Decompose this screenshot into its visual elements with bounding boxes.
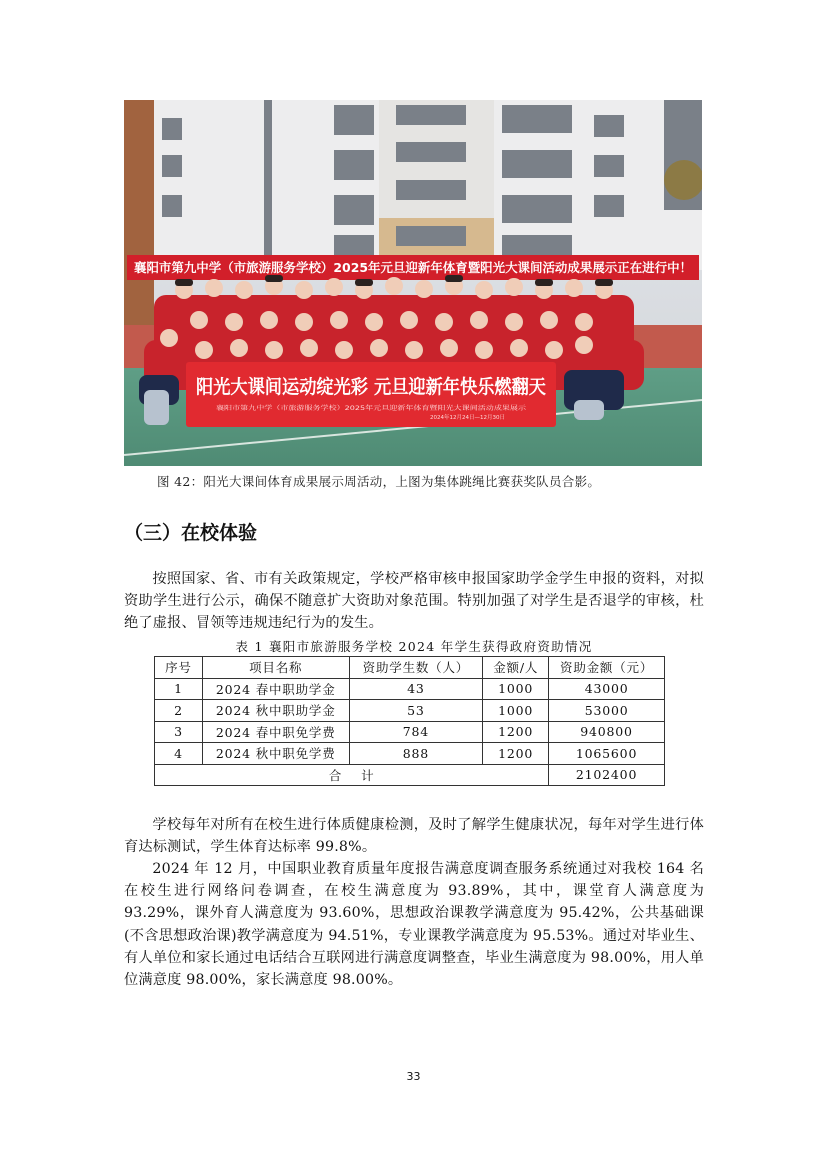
cell-total-amount: 1065600: [549, 743, 665, 765]
group-photo-scene: [124, 100, 702, 466]
banner-front: [186, 362, 583, 427]
table-header-row: [155, 657, 665, 679]
cell-amount-per-person: 1000: [483, 700, 549, 722]
cell-total-amount: 43000: [549, 678, 665, 700]
cell-student-count: 784: [349, 721, 483, 743]
cell-index: 4: [155, 743, 203, 765]
svg-text:襄阳市第九中学（市旅游服务学校）2025年元旦迎新年体育暨阳: 襄阳市第九中学（市旅游服务学校）2025年元旦迎新年体育暨阳光大课间活动成果展示正在进行中！: [134, 260, 692, 275]
cell-total-amount: 940800: [549, 721, 665, 743]
cell-item-name: 2024 秋中职助学金: [202, 700, 349, 722]
cell-item-name: 2024 秋中职免学费: [202, 743, 349, 765]
total-value: 2102400: [549, 764, 665, 786]
svg-text:2024年12月24日—12月30日: 2024年12月24日—12月30日: [430, 415, 505, 421]
header-amount-per-person: 金额/人: [483, 657, 549, 679]
table-total-row: [155, 764, 665, 786]
header-item-name: 项目名称: [202, 657, 349, 679]
funding-table: [154, 656, 665, 786]
cell-index: 2: [155, 700, 203, 722]
page-number: 33: [406, 1070, 421, 1083]
header-total-amount: 资助金额（元）: [549, 657, 665, 679]
paragraph-health-test: 学校每年对所有在校生进行体质健康检测，及时了解学生健康状况，每年对学生进行体育达标测试，学生体育达标率 99.8%。: [124, 817, 704, 856]
cell-item-name: 2024 春中职助学金: [202, 678, 349, 700]
cell-item-name: 2024 春中职免学费: [202, 721, 349, 743]
table-row: [155, 700, 665, 722]
cell-total-amount: 53000: [549, 700, 665, 722]
cell-amount-per-person: 1200: [483, 743, 549, 765]
table-row: [155, 721, 665, 743]
cell-student-count: 53: [349, 700, 483, 722]
header-index: 序号: [155, 657, 203, 679]
paragraph-funding-review: 按照国家、省、市有关政策规定，学校严格审核申报国家助学金学生申报的资料，对拟资助学生进行公示，确保不随意扩大资助对象范围。特别加强了对学生是否退学的审核，杜绝了虚报、冒领等违规违纪行为的发生。: [124, 571, 704, 632]
cell-student-count: 888: [349, 743, 483, 765]
group-photo: [124, 100, 702, 466]
banner-top: [127, 255, 699, 280]
photo-caption: 图 42：阳光大课间体育成果展示周活动，上图为集体跳绳比赛获奖队员合影。: [157, 474, 601, 489]
table-row: [155, 678, 665, 700]
header-student-count: 资助学生数（人）: [349, 657, 483, 679]
svg-text:阳光大课间运动绽光彩 元旦迎新年快乐燃翻天: 阳光大课间运动绽光彩 元旦迎新年快乐燃翻天: [196, 376, 583, 398]
cell-student-count: 43: [349, 678, 483, 700]
cell-index: 1: [155, 678, 203, 700]
cell-index: 3: [155, 721, 203, 743]
table-row: [155, 743, 665, 765]
table-title: 表 1 襄阳市旅游服务学校 2024 年学生获得政府资助情况: [235, 639, 593, 654]
paragraph-satisfaction-survey: 2024 年 12 月，中国职业教育质量年度报告满意度调查服务系统通过对我校 164 名在校生进行网络问卷调查，在校生满意度为 93.89%，其中，课堂育人满意度为 93.29%，课外育人满意度为 93.60%，思想政治课教学满意度为 95.42%，公共基础课(不含思想政治课)教学满意度为 94.51%，专业课教学满意度为 95.53%。通过对毕业生、有人单位和家长通过电话结合互联网进行满意度调整查，毕业生满意度为 98.00%，用人单位满意度 98.00%，家长满意度 98.00%。: [124, 861, 704, 989]
section-title: （三）在校体验: [124, 522, 258, 544]
total-label: 合 计: [155, 764, 549, 786]
cell-amount-per-person: 1000: [483, 678, 549, 700]
svg-text:襄阳市第九中学（市旅游服务学校）2025年元旦迎新年体育暨阳: 襄阳市第九中学（市旅游服务学校）2025年元旦迎新年体育暨阳光大课间活动成果展示: [216, 405, 448, 412]
cell-amount-per-person: 1200: [483, 721, 549, 743]
